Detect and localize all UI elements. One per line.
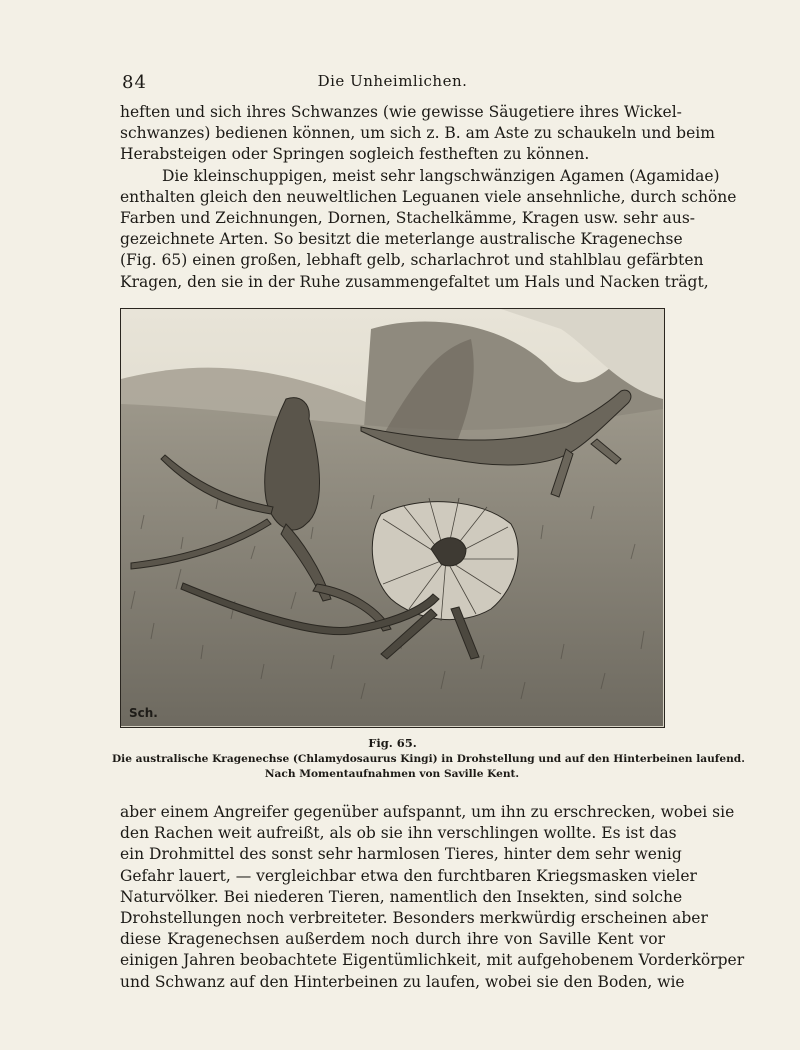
- text-line: Gefahr lauert, — vergleichbar etwa den furchtbaren Kriegsmasken vieler: [120, 866, 697, 885]
- paragraph-top: [120, 102, 737, 293]
- text-line: aber einem Angreifer gegenüber aufspannt, um ihn zu erschrecken, wobei sie: [120, 803, 735, 821]
- text-line: einigen Jahren beobachtete Eigentümlichkeit, mit aufgehobenem Vorderkörper: [120, 951, 745, 970]
- text-line: Farben und Zeichnungen, Dornen, Stachelkämme, Kragen usw. sehr aus-: [120, 208, 696, 227]
- text-line: schwanzes) bedienen können, um sich z. B. am Aste zu schaukeln und beim: [120, 124, 715, 143]
- text-line: (Fig. 65) einen großen, lebhaft gelb, scharlachrot und stahlblau gefärbten: [120, 251, 704, 270]
- text-line: den Rachen weit aufreißt, als ob sie ihn verschlingen wollte. Es ist das: [120, 824, 677, 843]
- text-line: ein Drohmittel des sonst sehr harmlosen Tieres, hinter dem sehr wenig: [120, 845, 682, 864]
- page-header: [120, 68, 665, 92]
- text-line: gezeichnete Arten. So besitzt die meterlange australische Kragenechse: [120, 230, 683, 249]
- running-head: Die Unheimlichen.: [317, 72, 468, 90]
- text-line: Drohstellungen noch verbreiteter. Besonders merkwürdig erscheinen aber: [120, 908, 708, 927]
- text-line: diese Kragenechsen außerdem noch durch ihre von Saville Kent vor: [120, 930, 665, 949]
- figure-caption: [112, 752, 745, 782]
- figure-label: Fig. 65.: [368, 736, 417, 750]
- caption-line: Die australische Kragenechse (Chlamydosaurus Kingi) in Drohstellung und auf den Hinterbeinen laufend.: [112, 753, 745, 765]
- text-line: Die kleinschuppigen, meist sehr langschwänzigen Agamen (Agamidae): [162, 166, 720, 185]
- caption-line: Nach Momentaufnahmen von Saville Kent.: [264, 768, 520, 780]
- paragraph-bottom: [120, 802, 745, 993]
- text-line: und Schwanz auf den Hinterbeinen zu laufen, wobei sie den Boden, wie: [120, 972, 685, 991]
- figure-illustration: [120, 308, 665, 728]
- text-line: Kragen, den sie in der Ruhe zusammengefaltet um Hals und Nacken trägt,: [120, 272, 709, 291]
- text-line: Herabsteigen oder Springen sogleich festheften zu können.: [120, 145, 590, 164]
- text-line: heften und sich ihres Schwanzes (wie gewisse Säugetiere ihres Wickel-: [120, 103, 682, 121]
- text-line: Naturvölker. Bei niederen Tieren, namentlich den Insekten, sind solche: [120, 887, 683, 906]
- page-number: 84: [122, 72, 147, 93]
- artist-signature: Sch.: [129, 706, 158, 720]
- text-line: enthalten gleich den neuweltlichen Leguanen viele ansehnliche, durch schöne: [120, 187, 737, 206]
- frilled-lizard-engraving: [121, 309, 663, 726]
